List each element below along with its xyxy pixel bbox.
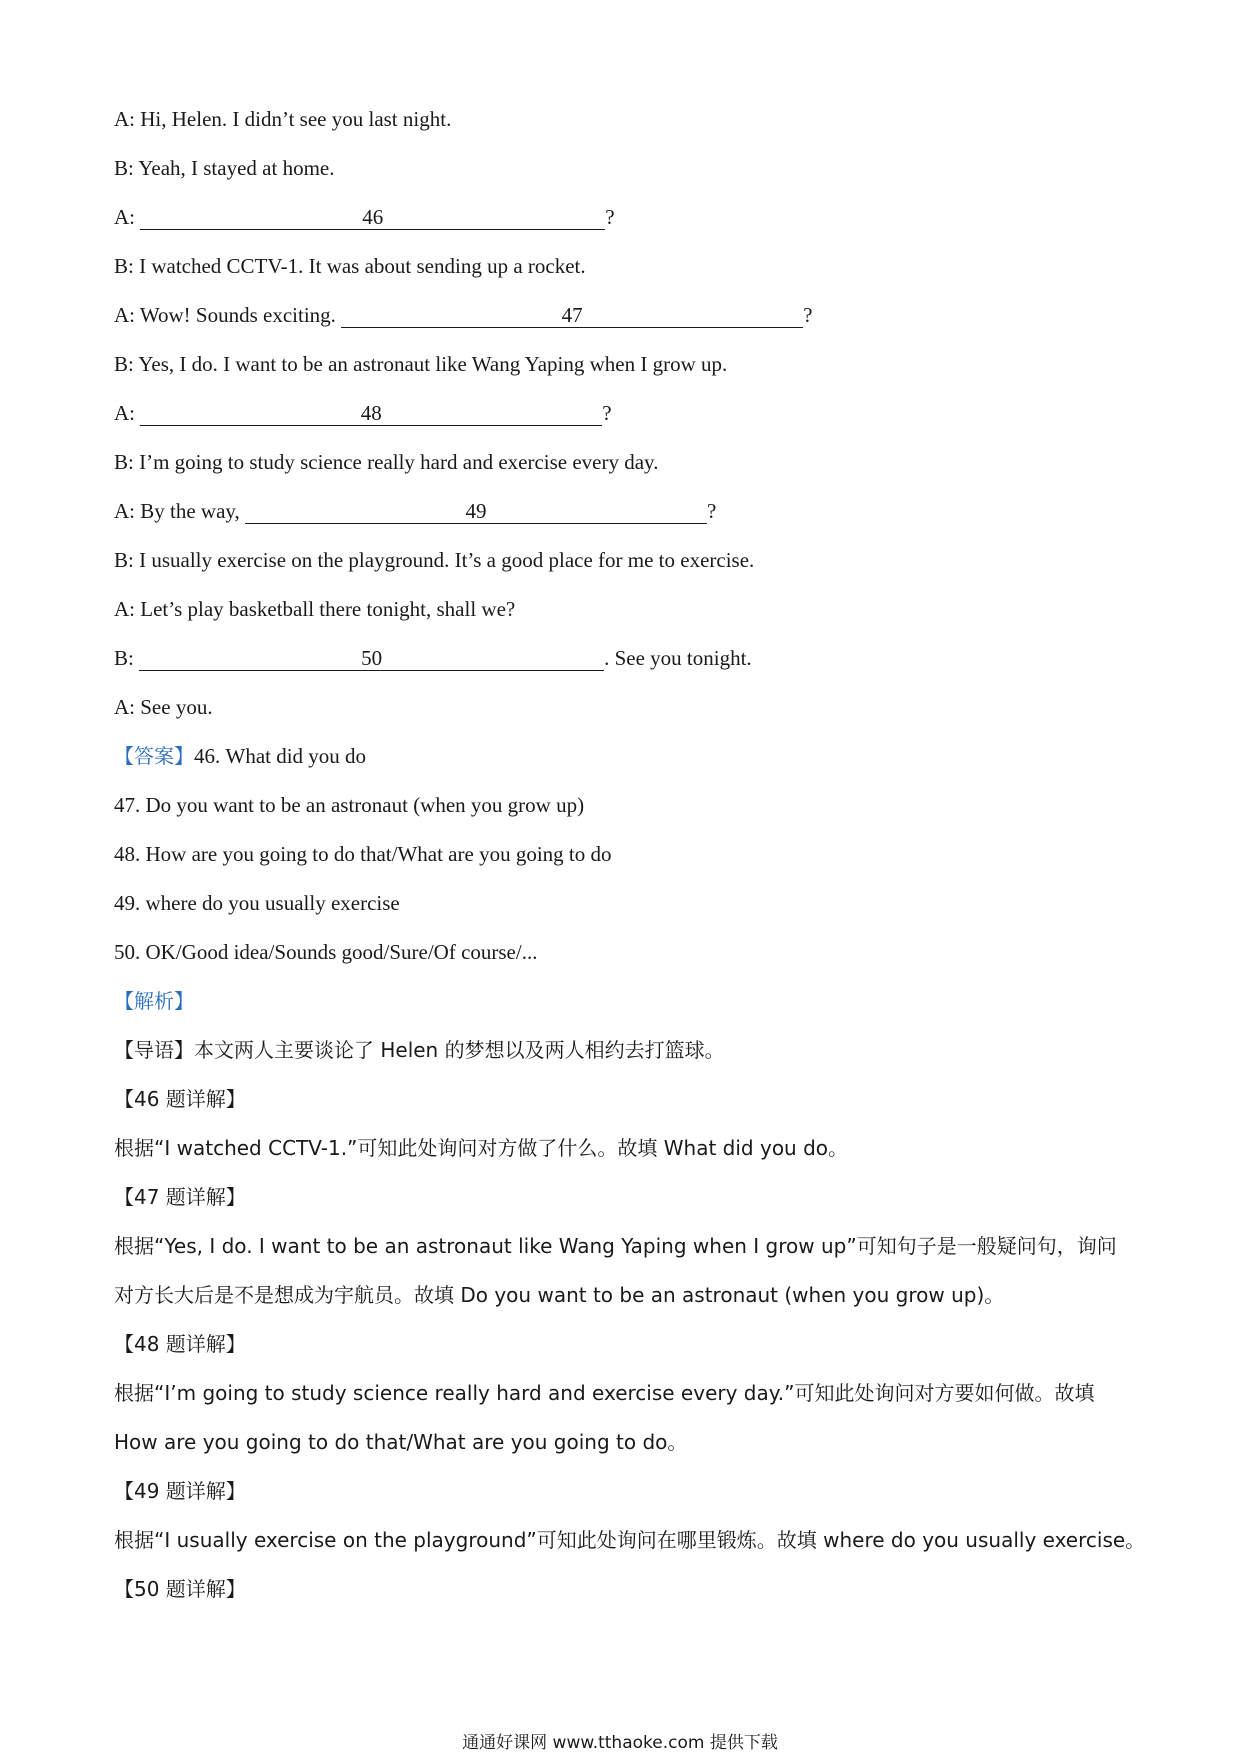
- dialogue-line: B: I watched CCTV-1. It was about sending up a rocket.: [114, 254, 586, 278]
- section-47-head: 【47 题详解】: [114, 1185, 246, 1209]
- dialogue-line: A: Let’s play basketball there tonight, shall we?: [114, 597, 516, 621]
- blank-49: 49: [245, 499, 707, 524]
- answer-tag: 【答案】: [114, 744, 194, 768]
- section-48-body: 根据“I’m going to study science really hard and exercise every day.”可知此处询问对方要如何做。故填 How are you going to do that/What are you going to do。: [114, 1381, 1095, 1454]
- page-footer: 通通好课网 www.tthaoke.com 提供下载: [462, 1733, 778, 1753]
- dialogue-line: B: Yes, I do. I want to be an astronaut like Wang Yaping when I grow up.: [114, 352, 728, 376]
- dialogue-line: A: Hi, Helen. I didn’t see you last night.: [114, 107, 452, 131]
- speaker-prefix: A:: [114, 401, 141, 425]
- dialogue-line: B: Yeah, I stayed at home.: [114, 156, 335, 180]
- dialogue-line-blank-48: [114, 389, 1134, 438]
- blank-47: 47: [341, 303, 803, 328]
- answer-49: 49. where do you usually exercise: [114, 891, 400, 915]
- speaker-prefix: B:: [114, 646, 140, 670]
- section-48-head: 【48 题详解】: [114, 1332, 246, 1356]
- section-47-body: 根据“Yes, I do. I want to be an astronaut like Wang Yaping when I grow up”可知句子是一般疑问句，询问对方长大后是不是想成为宇航员。故填 Do you want to be an astronaut (when you grow up)。: [114, 1234, 1117, 1307]
- answer-48: 48. How are you going to do that/What are you going to do: [114, 842, 612, 866]
- section-49-body: 根据“I usually exercise on the playground”可知此处询问在哪里锻炼。故填 where do you usually exercise。: [114, 1528, 1146, 1552]
- analysis-tag: 【解析】: [114, 989, 194, 1013]
- answer-line: [114, 732, 1134, 781]
- dialogue-line-blank-50: [114, 634, 1134, 683]
- speaker-prefix: A: Wow! Sounds exciting.: [114, 303, 342, 327]
- line-suffix: ?: [803, 303, 813, 327]
- line-suffix: . See you tonight.: [604, 646, 752, 670]
- section-49-head: 【49 题详解】: [114, 1479, 246, 1503]
- blank-50: 50: [139, 646, 604, 671]
- answer-50: 50. OK/Good idea/Sounds good/Sure/Of course/...: [114, 940, 538, 964]
- dialogue-line: B: I’m going to study science really hard and exercise every day.: [114, 450, 659, 474]
- line-suffix: ?: [707, 499, 717, 523]
- answer-47: 47. Do you want to be an astronaut (when you grow up): [114, 793, 585, 817]
- page-content: [114, 95, 1146, 1614]
- speaker-prefix: A:: [114, 205, 141, 229]
- dialogue-line-blank-47: [114, 291, 1134, 340]
- dialogue-line: B: I usually exercise on the playground. It’s a good place for me to exercise.: [114, 548, 755, 572]
- speaker-prefix: A: By the way,: [114, 499, 246, 523]
- section-50-head: 【50 题详解】: [114, 1577, 246, 1601]
- blank-46: 46: [140, 205, 605, 230]
- line-suffix: ?: [602, 401, 612, 425]
- section-46-body: 根据“I watched CCTV-1.”可知此处询问对方做了什么。故填 What did you do。: [114, 1136, 849, 1160]
- blank-48: 48: [140, 401, 602, 426]
- analysis-intro: 【导语】本文两人主要谈论了 Helen 的梦想以及两人相约去打篮球。: [114, 1038, 725, 1062]
- dialogue-line-blank-46: [114, 193, 1134, 242]
- dialogue-line-blank-49: [114, 487, 1134, 536]
- dialogue-line: A: See you.: [114, 695, 213, 719]
- section-46-head: 【46 题详解】: [114, 1087, 246, 1111]
- line-suffix: ?: [605, 205, 615, 229]
- answer-46: 46. What did you do: [194, 744, 367, 768]
